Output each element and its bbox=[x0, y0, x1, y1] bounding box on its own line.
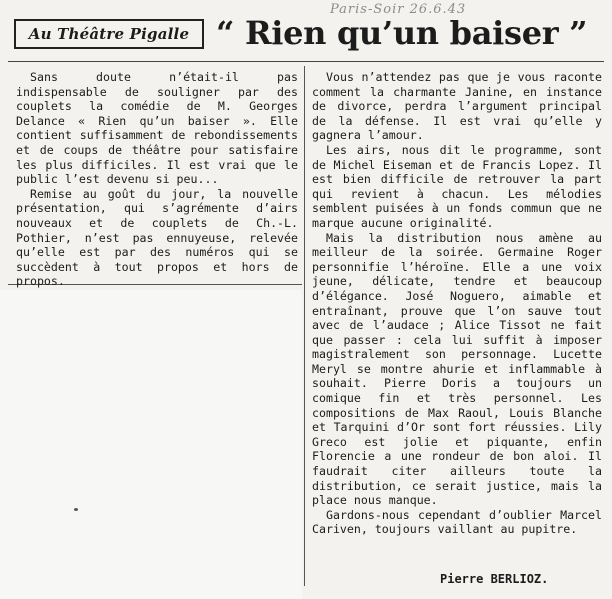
headline-rule bbox=[8, 61, 604, 62]
paragraph: Les airs, nous dit le programme, sont de Michel Eiseman et de Francis Lopez. Il est bien difficile de retrouver la part qui revient à chacun. Les mélodies semblent puisées à un fonds commun que ne marque aucune originalité. bbox=[312, 142, 602, 230]
blank-paper-area bbox=[0, 290, 302, 599]
handwritten-source-note: Paris-Soir 26.6.43 bbox=[330, 2, 467, 17]
author-signature: Pierre BERLIOZ. bbox=[440, 572, 549, 586]
left-column bbox=[16, 70, 298, 289]
paragraph: Mais la distribution nous amène au meilleur de la soirée. Germaine Roger personnifie l’héroïne. Elle a une voix jeune, délicate, tendre et beaucoup d’élégance. José Noguero, aimable et entraînant, prouve que l’on sauve tout avec de l’audace ; Alice Tissot ne fait que passer : cela lui suffit à imposer magistralement son personnage. Lucette Meryl se montre ahurie et inflammable à souhait. Pierre Doris a toujours un comique fin et très personnel. Les compositions de Max Raoul, Louis Blanche et Tarquini d’Or sont fort réussies. Lily Greco est jolie et piquante, enfin Florencie a une rondeur de bon aloi. Il faudrait citer ailleurs toute la distribution, ce serait justice, mais la place nous manque. bbox=[312, 230, 602, 508]
paragraph: Vous n’attendez pas que je vous raconte comment la charmante Janine, en instance de divorce, perdra l’argument principal de la défense. Il est vrai qu’elle y gagnera l’amour. bbox=[312, 70, 602, 143]
section-label-box: Au Théâtre Pigalle bbox=[14, 19, 204, 49]
print-speck bbox=[74, 508, 78, 511]
paragraph: Sans doute n’était-il pas indispensable de souligner par des couplets la comédie de M. Georges Delance « Rien qu’un baiser ». Elle contient suffisamment de rebondissements et de coups de théâtre pour satisfaire les plus difficiles. Il est vrai que le public l’est devenu si peu... bbox=[16, 70, 298, 187]
article-headline: “ Rien qu’un baiser ” bbox=[216, 14, 588, 52]
column-divider bbox=[304, 66, 305, 586]
right-column bbox=[312, 70, 602, 537]
paragraph: Remise au goût du jour, la nouvelle présentation, qui s’agrémente d’airs nouveaux et de couplets de Ch.-L. Pothier, n’est pas ennuyeuse, relevée qu’elle est par des numéros qui se succèdent à tout propos et hors de propos. bbox=[16, 186, 298, 289]
paragraph: Gardons-nous cependant d’oublier Marcel Cariven, toujours vaillant au pupitre. bbox=[312, 507, 602, 537]
